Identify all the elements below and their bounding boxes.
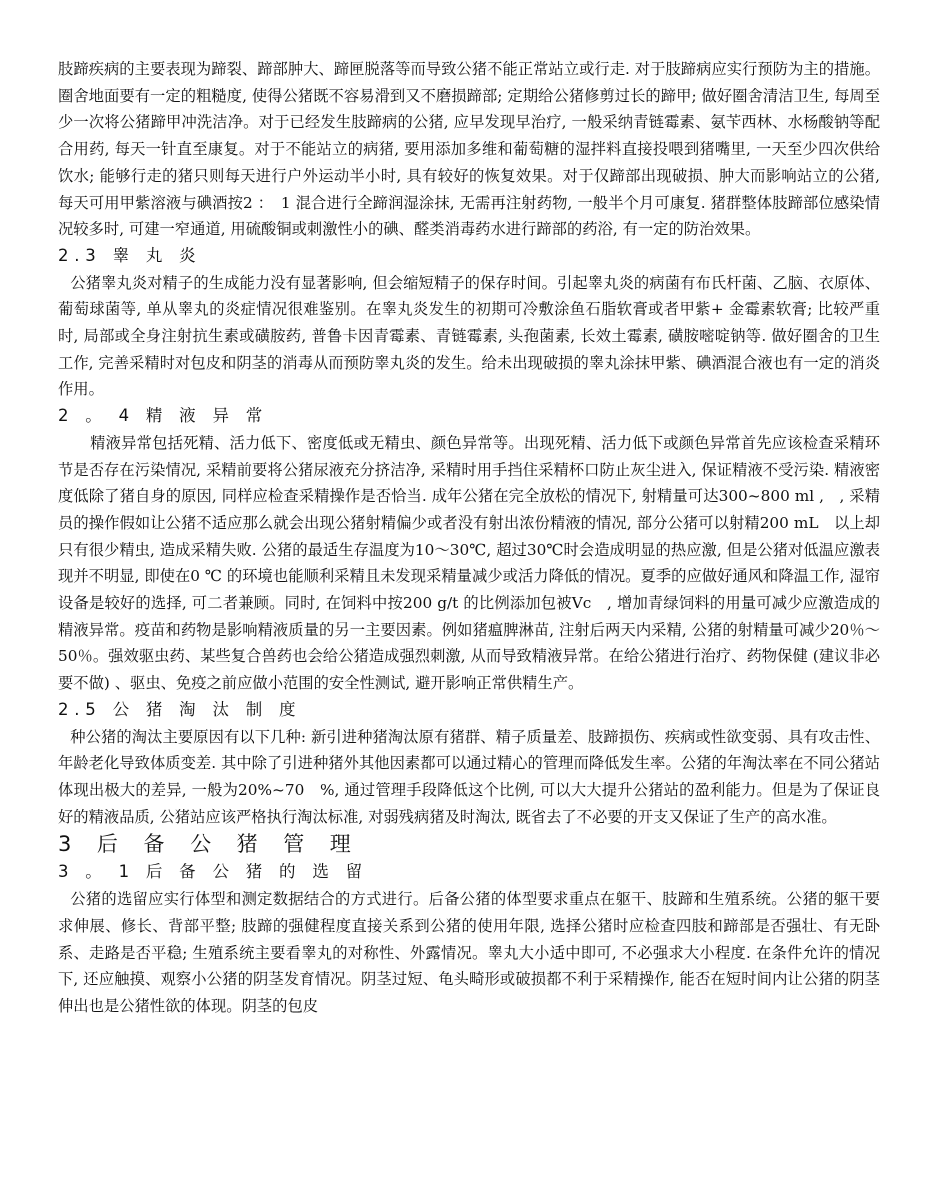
paragraph-orchitis: 公猪睾丸炎对精子的生成能力没有显著影响, 但会缩短精子的保存时间。引起睾丸炎的病菌有布氏杆菌、乙脑、衣原体、葡萄球菌等, 单从睾丸的炎症情况很难鉴别。在睾丸炎发生的初期可冷敷涂鱼石脂软膏或者甲紫+ 金霉素软膏; 比较严重时, 局部或全身注射抗生素或磺胺药, 普鲁卡因青霉素、青链霉素, 头孢菌素, 长效土霉素, 磺胺嘧啶钠等. 做好圈舍的卫生工作, 完善采精时对包皮和阴茎的消毒从而预防睾丸炎的发生。给未出现破损的睾丸涂抹甲紫、碘酒混合液也有一定的消炎作用。 (58, 273, 880, 399)
heading-semen-abnormality: 2 。 4 精 液 异 常 (58, 406, 269, 426)
heading-reserve-boar-management: 3 后 备 公 猪 管 理 (58, 832, 361, 857)
document-page (58, 56, 880, 1020)
heading-reserve-boar-selection: 3 。 1 后 备 公 猪 的 选 留 (58, 862, 368, 882)
paragraph-boar-culling: 种公猪的淘汰主要原因有以下几种: 新引进种猪淘汰原有猪群、精子质量差、肢蹄损伤、疾病或性欲变弱、具有攻击性、年龄老化导致体质变差. 其中除了引进种猪外其他因素都可以通过精心的管理而降低发生率。公猪的年淘汰率在不同公猪站体现出极大的差异, 一般为20%~70 %, 通过管理手段降低这个比例, 可以大大提升公猪站的盈利能力。但是为了保证良好的精液品质, 公猪站应该严格执行淘汰标准, 对弱残病猪及时淘汰, 既省去了不必要的开支又保证了生产的高水准。 (58, 727, 880, 826)
paragraph-hoof-disease: 肢蹄疾病的主要表现为蹄裂、蹄部肿大、蹄匣脱落等而导致公猪不能正常站立或行走. 对于肢蹄病应实行预防为主的措施。圈舍地面要有一定的粗糙度, 使得公猪既不容易滑到又不磨损蹄部; 定期给公猪修剪过长的蹄甲; 做好圈舍清洁卫生, 每周至少一次将公猪蹄甲冲洗洁净。对于已经发生肢蹄病的公猪, 应早发现早治疗, 一般采纳青链霉素、氨苄西林、水杨酸钠等配合用药, 每天一针直至康复。对于不能站立的病猪, 要用添加多维和葡萄糖的湿拌料直接投喂到猪嘴里, 一天至少四次供给饮水; 能够行走的猪只则每天进行户外运动半小时, 具有较好的恢复效果。对于仅蹄部出现破损、肿大而影响站立的公猪, 每天可用甲紫溶液与碘酒按2 ： 1 混合进行全蹄润湿涂抹, 无需再注射药物, 一般半个月可康复. 猪群整体肢蹄部位感染情况较多时, 可建一窄通道, 用硫酸铜或刺激性小的碘、醛类消毒药水进行蹄部的药浴, 有一定的防治效果。 (58, 60, 880, 239)
paragraph-reserve-boar-selection: 公猪的选留应实行体型和测定数据结合的方式进行。后备公猪的体型要求重点在躯干、肢蹄和生殖系统。公猪的躯干要求伸展、修长、背部平整; 肢蹄的强健程度直接关系到公猪的使用年限, 选择公猪时应检查四肢和蹄部是否强壮、有无卧系、走路是否平稳; 生殖系统主要看睾丸的对称性、外露情况。睾丸大小适中即可, 不必强求大小程度. 在条件允许的情况下, 还应触摸、观察小公猪的阴茎发育情况。阴茎过短、龟头畸形或破损都不利于采精操作, 能否在短时间内让公猪的阴茎伸出也是公猪性欲的体现。阴茎的包皮 (58, 890, 880, 1015)
heading-orchitis: 2.3 睾 丸 炎 (58, 245, 202, 265)
heading-boar-culling: 2.5 公 猪 淘 汰 制 度 (58, 699, 302, 719)
paragraph-semen-abnormality: 精液异常包括死精、活力低下、密度低或无精虫、颜色异常等。出现死精、活力低下或颜色异常首先应该检查采精环节是否存在污染情况, 采精前要将公猪尿液充分挤洁净, 采精时用手挡住采精杯口防止灰尘进入, 保证精液不受污染. 精液密度低除了猪自身的原因, 同样应检查采精操作是否恰当. 成年公猪在完全放松的情况下, 射精量可达300~800 ml , , 采精员的操作假如让公猪不适应那么就会出现公猪射精偏少或者没有射出浓份精液的情况, 部分公猪可以射精200 mL 以上却只有很少精虫, 造成采精失败. 公猪的最适生存温度为10～30℃, 超过30℃时会造成明显的热应激, 但是公猪对低温应激表现并不明显, 即使在0 ℃ 的环境也能顺利采精且未发现采精量减少或活力降低的情况。夏季的应做好通风和降温工作, 湿帘设备是较好的选择, 可二者兼顾。同时, 在饲料中按200 g/t 的比例添加包被Vc , 增加青绿饲料的用量可减少应激造成的精液异常。疫苗和药物是影响精液质量的另一主要因素。例如猪瘟脾淋苗, 注射后两天内采精, 公猪的射精量可减少20％～50％。强效驱虫药、某些复合兽药也会给公猪造成强烈刺激, 从而导致精液异常。在给公猪进行治疗、药物保健 (建议非必要不做) 、驱虫、免疫之前应做小范围的安全性测试, 避开影响正常供精生产。 (58, 433, 880, 693)
